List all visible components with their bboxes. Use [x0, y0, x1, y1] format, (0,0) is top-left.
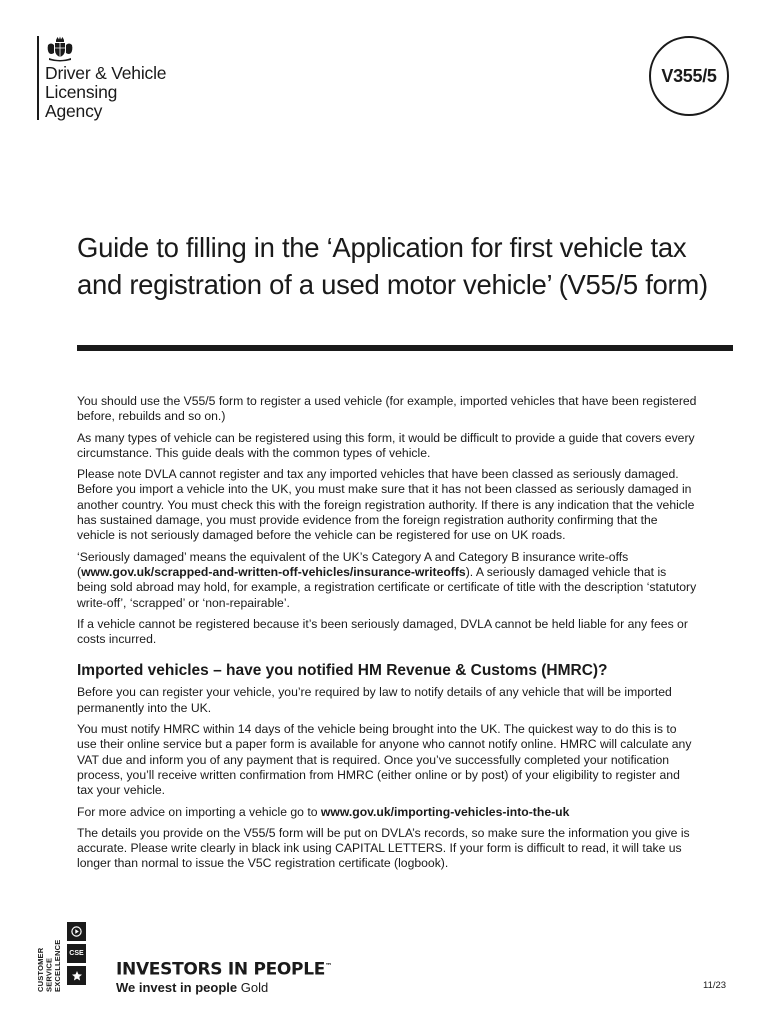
intro-paragraph-3: Please note DVLA cannot register and tax any imported vehicles that have been classed as seriously damaged. Before you import a vehicle into the UK, you must make sure that it has not been classed as seriously damaged in another country. You must check this with the foreign registration authority. If there is any indication that the vehicle has sustained damage, you must provide evidence from the foreign registration authority confirming that the vehicle is not seriously damaged before the vehicle can be registered for use on UK roads. — [77, 467, 695, 543]
agency-name — [45, 64, 166, 121]
iip-title: INVESTORS IN PEOPLE — [116, 959, 326, 980]
cse-badge-icon: CSE — [67, 944, 86, 963]
investors-in-people-logo — [116, 956, 332, 996]
imported-paragraph-2: You must notify HMRC within 14 days of the vehicle being brought into the UK. The quickest way to do this is to use their online service but a paper form is available for anyone who cannot notify online. HMRC will calculate any VAT due and inform you of any payment that is required. Once you’ve successfully completed your notification process, you’ll receive written confirmation from HMRC (either online or by post) of your eligibility to register and tax your vehicle. — [77, 722, 692, 798]
logo-divider — [37, 36, 39, 120]
intro-paragraph-2: As many types of vehicle can be registered using this form, it would be difficult to provide a guide that covers every circumstance. This guide deals with the common types of vehicle. — [77, 430, 695, 460]
play-icon — [67, 922, 86, 941]
dvla-logo — [37, 36, 217, 122]
document-body — [77, 394, 697, 878]
imported-paragraph-1: Before you can register your vehicle, you’re required by law to notify details of any vehicle that will be imported permanently into the UK. — [77, 685, 672, 715]
form-code-badge: V355/5 — [649, 36, 729, 116]
iip-tagline-strong: We invest in people — [116, 979, 238, 995]
title-divider — [77, 345, 733, 351]
intro-paragraph-1: You should use the V55/5 form to register a used vehicle (for example, imported vehicles that have been registered before, rebuilds and so on.) — [77, 394, 697, 424]
issue-date: 11/23 — [703, 980, 727, 991]
intro-paragraph-4 — [77, 550, 697, 611]
iip-tagline — [116, 980, 332, 996]
agency-line-3: Agency — [45, 101, 103, 121]
imported-paragraph-4: The details you provide on the V55/5 form will be put on DVLA’s records, so make sure the information you give is accurate. Please write clearly in black ink using CAPITAL LETTERS. If your form is difficult to read, it will take us longer than normal to issue the V5C registration certificate (logbook). — [77, 825, 690, 871]
iip-level: Gold — [240, 979, 269, 995]
cse-icon-stack — [67, 922, 89, 988]
intro-paragraph-4-start: ‘Seriously damaged’ means the equivalent of the UK’s Category A and Category B insurance write-offs ( — [77, 549, 629, 579]
writeoffs-link[interactable]: www.gov.uk/scrapped-and-written-off-vehicles/insurance-writeoffs — [81, 564, 466, 579]
agency-line-1: Driver & Vehicle — [45, 63, 167, 83]
importing-vehicles-link[interactable]: www.gov.uk/importing-vehicles-into-the-uk — [320, 804, 570, 819]
imported-paragraph-3-start: For more advice on importing a vehicle go to — [77, 804, 321, 819]
imported-paragraph-3 — [77, 805, 697, 820]
star-icon — [67, 966, 86, 985]
intro-paragraph-5: If a vehicle cannot be registered because it’s been seriously damaged, DVLA cannot be held liable for any fees or costs incurred. — [77, 616, 688, 647]
intro-paragraph-4-end: ). A seriously damaged vehicle that is being sold abroad may hold, for example, a registration certificate or certificate of title with the description ‘statutory write-off’, ‘scrapped’ or ‘non-repairable’. — [77, 564, 697, 610]
royal-crest-icon — [45, 36, 75, 62]
cse-label: CUSTOMER SERVICE EXCELLENCE — [36, 939, 62, 992]
imported-vehicles-heading: Imported vehicles – have you notified HM Revenue & Customs (HMRC)? — [77, 662, 608, 680]
iip-trademark: ™ — [325, 962, 332, 970]
iip-title-line — [116, 956, 332, 980]
customer-service-excellence-logo — [37, 922, 97, 994]
agency-line-2: Licensing — [45, 82, 118, 102]
document-title: Guide to filling in the ‘Application for first vehicle tax and registration of a used motor vehicle’ (V55/5 form) — [77, 232, 708, 300]
